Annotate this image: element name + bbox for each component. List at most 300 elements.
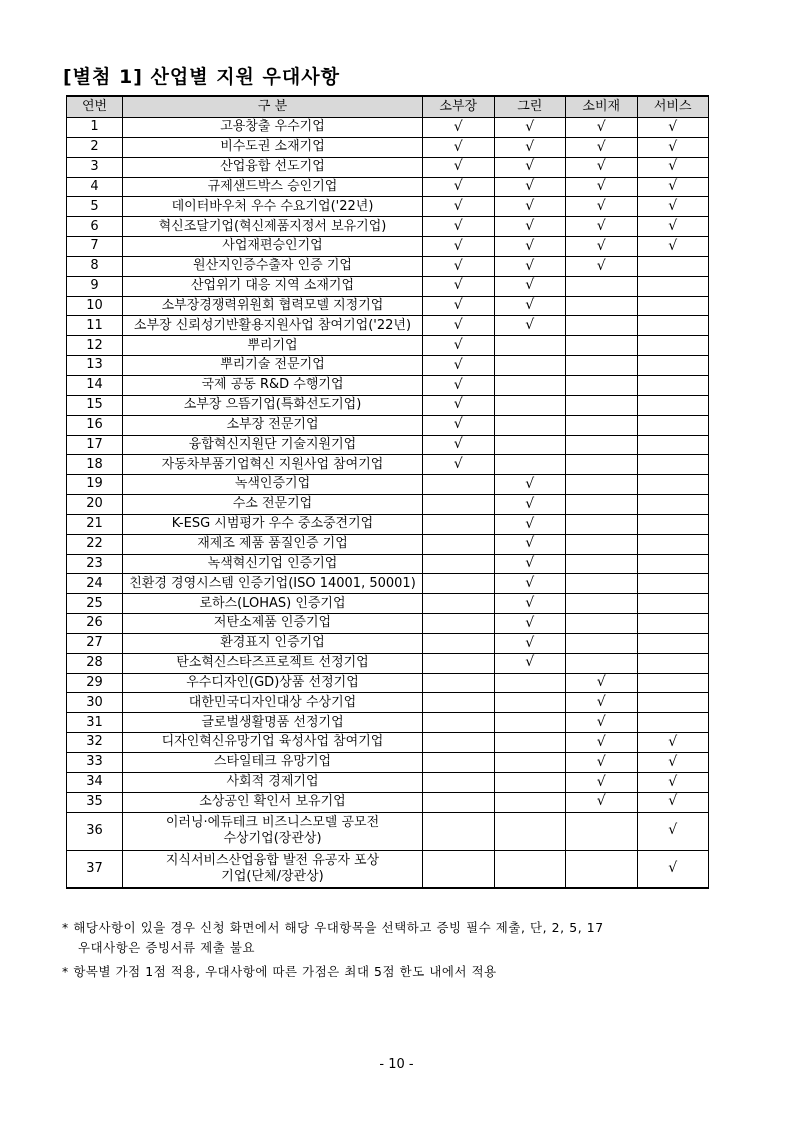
check-cell-2	[494, 256, 566, 276]
check-cell-1	[423, 157, 495, 177]
check-icon: √	[596, 773, 606, 790]
check-cell-2	[494, 237, 566, 257]
check-cell-4	[637, 455, 709, 475]
check-icon: √	[668, 753, 678, 770]
row-name: 수소 전문기업	[123, 495, 423, 515]
check-cell-1	[423, 614, 495, 634]
check-cell-1	[423, 594, 495, 614]
check-icon: √	[525, 535, 535, 552]
row-name: 원산지인증수출자 인증 기업	[123, 256, 423, 276]
row-number: 18	[67, 455, 123, 475]
footnote-1	[62, 918, 712, 958]
check-cell-3	[566, 296, 638, 316]
row-name: 친환경 경영시스템 인증기업(ISO 14001, 50001)	[123, 574, 423, 594]
row-number: 27	[67, 633, 123, 653]
row-name	[123, 812, 423, 850]
check-icon: √	[453, 237, 463, 254]
row-number: 9	[67, 276, 123, 296]
check-cell-3	[566, 772, 638, 792]
row-number: 22	[67, 534, 123, 554]
check-cell-2	[494, 495, 566, 515]
check-cell-2	[494, 217, 566, 237]
table-row	[67, 217, 709, 237]
check-icon: √	[525, 634, 535, 651]
row-name: 우수디자인(GD)상품 선정기업	[123, 673, 423, 693]
check-cell-3	[566, 693, 638, 713]
row-name: 소부장 으뜸기업(특화선도기업)	[123, 395, 423, 415]
check-cell-1	[423, 495, 495, 515]
table-row	[67, 316, 709, 336]
table-row	[67, 653, 709, 673]
row-name	[123, 850, 423, 888]
check-cell-2	[494, 375, 566, 395]
check-cell-2	[494, 653, 566, 673]
check-cell-4	[637, 217, 709, 237]
check-icon: √	[668, 237, 678, 254]
check-icon: √	[525, 594, 535, 611]
check-cell-1	[423, 316, 495, 336]
check-cell-4	[637, 118, 709, 138]
check-cell-1	[423, 554, 495, 574]
check-icon: √	[596, 733, 606, 750]
row-number: 19	[67, 475, 123, 495]
row-name: K-ESG 시범평가 우수 중소중견기업	[123, 514, 423, 534]
row-name: 녹색인증기업	[123, 475, 423, 495]
row-name-line-1: 지식서비스산업융합 발전 유공자 포상	[165, 852, 380, 868]
check-cell-4	[637, 197, 709, 217]
check-cell-3	[566, 415, 638, 435]
check-cell-1	[423, 395, 495, 415]
check-cell-4	[637, 296, 709, 316]
check-icon: √	[596, 753, 606, 770]
check-cell-3	[566, 336, 638, 356]
check-icon: √	[453, 317, 463, 334]
check-cell-3	[566, 792, 638, 812]
check-cell-2	[494, 435, 566, 455]
check-cell-2	[494, 713, 566, 733]
table-row	[67, 534, 709, 554]
check-icon: √	[596, 118, 606, 135]
row-number: 36	[67, 812, 123, 850]
table-row	[67, 197, 709, 217]
row-name: 융합혁신지원단 기술지원기업	[123, 435, 423, 455]
check-cell-3	[566, 534, 638, 554]
check-icon: √	[668, 118, 678, 135]
check-cell-3	[566, 316, 638, 336]
table-row	[67, 375, 709, 395]
check-cell-4	[637, 276, 709, 296]
check-cell-4	[637, 237, 709, 257]
check-cell-2	[494, 594, 566, 614]
check-icon: √	[525, 158, 535, 175]
check-cell-2	[494, 276, 566, 296]
check-cell-1	[423, 237, 495, 257]
table-row	[67, 850, 709, 888]
check-cell-1	[423, 455, 495, 475]
check-icon: √	[525, 198, 535, 215]
page-title: [별첨 1] 산업별 지원 우대사항	[63, 66, 340, 88]
check-cell-2	[494, 554, 566, 574]
check-icon: √	[525, 217, 535, 234]
check-cell-3	[566, 395, 638, 415]
check-cell-3	[566, 753, 638, 773]
check-icon: √	[596, 178, 606, 195]
row-name: 산업위기 대응 지역 소재기업	[123, 276, 423, 296]
row-name: 글로벌생활명품 선정기업	[123, 713, 423, 733]
header-c2: 그린	[494, 96, 566, 118]
check-cell-1	[423, 177, 495, 197]
check-icon: √	[453, 158, 463, 175]
check-cell-3	[566, 118, 638, 138]
check-cell-3	[566, 514, 638, 534]
check-cell-4	[637, 693, 709, 713]
check-cell-3	[566, 197, 638, 217]
check-icon: √	[453, 178, 463, 195]
check-icon: √	[453, 336, 463, 353]
check-cell-1	[423, 256, 495, 276]
check-cell-4	[637, 356, 709, 376]
row-number: 15	[67, 395, 123, 415]
check-cell-1	[423, 812, 495, 850]
check-cell-4	[637, 633, 709, 653]
check-icon: √	[453, 436, 463, 453]
check-icon: √	[668, 773, 678, 790]
check-icon: √	[596, 257, 606, 274]
table-row	[67, 137, 709, 157]
check-icon: √	[453, 118, 463, 135]
row-number: 25	[67, 594, 123, 614]
check-cell-2	[494, 534, 566, 554]
row-number: 11	[67, 316, 123, 336]
table-row	[67, 256, 709, 276]
check-cell-4	[637, 792, 709, 812]
row-name: 디자인혁신유망기업 육성사업 참여기업	[123, 733, 423, 753]
table-row	[67, 574, 709, 594]
check-icon: √	[596, 793, 606, 810]
check-cell-4	[637, 495, 709, 515]
check-icon: √	[525, 555, 535, 572]
check-cell-3	[566, 733, 638, 753]
check-icon: √	[596, 198, 606, 215]
check-cell-2	[494, 850, 566, 888]
table-row	[67, 753, 709, 773]
check-cell-4	[637, 514, 709, 534]
check-cell-4	[637, 137, 709, 157]
check-cell-2	[494, 753, 566, 773]
check-cell-1	[423, 574, 495, 594]
check-cell-3	[566, 812, 638, 850]
check-cell-1	[423, 435, 495, 455]
check-cell-2	[494, 316, 566, 336]
check-cell-3	[566, 137, 638, 157]
check-cell-4	[637, 534, 709, 554]
check-cell-1	[423, 733, 495, 753]
check-icon: √	[525, 297, 535, 314]
table-row	[67, 415, 709, 435]
check-icon: √	[596, 158, 606, 175]
check-icon: √	[453, 198, 463, 215]
check-icon: √	[453, 257, 463, 274]
row-number: 7	[67, 237, 123, 257]
check-icon: √	[668, 198, 678, 215]
row-number: 4	[67, 177, 123, 197]
table-row	[67, 435, 709, 455]
check-cell-1	[423, 336, 495, 356]
table-row	[67, 614, 709, 634]
check-cell-4	[637, 395, 709, 415]
check-cell-1	[423, 217, 495, 237]
row-number: 29	[67, 673, 123, 693]
check-cell-3	[566, 673, 638, 693]
check-cell-3	[566, 554, 638, 574]
check-cell-3	[566, 633, 638, 653]
check-cell-2	[494, 633, 566, 653]
table-row	[67, 296, 709, 316]
row-number: 13	[67, 356, 123, 376]
row-name: 뿌리기술 전문기업	[123, 356, 423, 376]
check-cell-4	[637, 157, 709, 177]
row-name: 소상공인 확인서 보유기업	[123, 792, 423, 812]
row-number: 5	[67, 197, 123, 217]
header-name: 구 분	[123, 96, 423, 118]
row-number: 1	[67, 118, 123, 138]
check-cell-1	[423, 850, 495, 888]
table-row	[67, 118, 709, 138]
check-cell-3	[566, 850, 638, 888]
check-icon: √	[668, 178, 678, 195]
footnote-1-line-1: * 해당사항이 있을 경우 신청 화면에서 해당 우대항목을 선택하고 증빙 필수 제출, 단, 2, 5, 17	[62, 920, 604, 935]
check-cell-2	[494, 733, 566, 753]
check-cell-1	[423, 653, 495, 673]
row-number: 16	[67, 415, 123, 435]
row-name: 혁신조달기업(혁신제품지정서 보유기업)	[123, 217, 423, 237]
row-name: 자동차부품기업혁신 지원사업 참여기업	[123, 455, 423, 475]
check-cell-2	[494, 673, 566, 693]
check-cell-4	[637, 435, 709, 455]
row-number: 6	[67, 217, 123, 237]
check-cell-3	[566, 157, 638, 177]
check-cell-2	[494, 574, 566, 594]
row-name: 녹색혁신기업 인증기업	[123, 554, 423, 574]
check-cell-1	[423, 475, 495, 495]
check-icon: √	[525, 237, 535, 254]
row-name: 국제 공동 R&D 수행기업	[123, 375, 423, 395]
row-name: 규제샌드박스 승인기업	[123, 177, 423, 197]
check-cell-1	[423, 356, 495, 376]
footnotes	[62, 918, 712, 986]
table-row	[67, 594, 709, 614]
check-cell-3	[566, 713, 638, 733]
row-name: 환경표지 인증기업	[123, 633, 423, 653]
check-cell-1	[423, 633, 495, 653]
check-icon: √	[453, 356, 463, 373]
check-icon: √	[525, 317, 535, 334]
check-cell-2	[494, 336, 566, 356]
check-cell-1	[423, 415, 495, 435]
check-icon: √	[596, 217, 606, 234]
check-cell-2	[494, 157, 566, 177]
check-cell-3	[566, 455, 638, 475]
check-cell-1	[423, 137, 495, 157]
check-cell-1	[423, 713, 495, 733]
table-row	[67, 276, 709, 296]
row-number: 8	[67, 256, 123, 276]
table-row	[67, 336, 709, 356]
row-number: 17	[67, 435, 123, 455]
check-cell-4	[637, 850, 709, 888]
check-icon: √	[525, 118, 535, 135]
table-row	[67, 633, 709, 653]
check-icon: √	[668, 822, 678, 839]
check-cell-1	[423, 673, 495, 693]
check-cell-2	[494, 118, 566, 138]
check-cell-4	[637, 594, 709, 614]
table-row	[67, 554, 709, 574]
check-cell-2	[494, 693, 566, 713]
check-icon: √	[525, 495, 535, 512]
check-icon: √	[453, 416, 463, 433]
header-no: 연번	[67, 96, 123, 118]
check-cell-2	[494, 475, 566, 495]
footnote-2: * 항목별 가점 1점 적용, 우대사항에 따른 가점은 최대 5점 한도 내에서 적용	[62, 964, 497, 979]
check-icon: √	[525, 475, 535, 492]
check-cell-1	[423, 276, 495, 296]
row-name: 재제조 제품 품질인증 기업	[123, 534, 423, 554]
row-number: 32	[67, 733, 123, 753]
check-cell-4	[637, 753, 709, 773]
row-name: 대한민국디자인대상 수상기업	[123, 693, 423, 713]
check-cell-4	[637, 614, 709, 634]
check-icon: √	[668, 733, 678, 750]
row-number: 12	[67, 336, 123, 356]
check-cell-2	[494, 455, 566, 475]
check-cell-4	[637, 177, 709, 197]
table-row	[67, 673, 709, 693]
check-cell-2	[494, 197, 566, 217]
check-icon: √	[453, 396, 463, 413]
check-cell-4	[637, 673, 709, 693]
header-c1: 소부장	[423, 96, 495, 118]
row-name: 소부장경쟁력위원회 협력모델 지정기업	[123, 296, 423, 316]
check-cell-4	[637, 812, 709, 850]
check-cell-4	[637, 415, 709, 435]
check-cell-1	[423, 296, 495, 316]
check-icon: √	[668, 860, 678, 877]
check-cell-4	[637, 256, 709, 276]
row-number: 35	[67, 792, 123, 812]
check-cell-3	[566, 375, 638, 395]
check-cell-2	[494, 792, 566, 812]
check-icon: √	[525, 277, 535, 294]
table-row	[67, 157, 709, 177]
check-cell-3	[566, 177, 638, 197]
check-icon: √	[596, 138, 606, 155]
check-icon: √	[453, 376, 463, 393]
page-number: - 10 -	[379, 1057, 414, 1072]
header-c3: 소비재	[566, 96, 638, 118]
check-cell-4	[637, 554, 709, 574]
check-icon: √	[525, 654, 535, 671]
table-row	[67, 812, 709, 850]
table-row	[67, 356, 709, 376]
table-row	[67, 495, 709, 515]
row-number: 21	[67, 514, 123, 534]
row-name: 산업융합 선도기업	[123, 157, 423, 177]
row-name-line-1: 이러닝·에듀테크 비즈니스모델 공모전	[165, 814, 380, 830]
row-name: 뿌리기업	[123, 336, 423, 356]
table-row	[67, 177, 709, 197]
check-icon: √	[453, 297, 463, 314]
check-cell-3	[566, 217, 638, 237]
check-cell-1	[423, 693, 495, 713]
check-cell-1	[423, 514, 495, 534]
row-number: 20	[67, 495, 123, 515]
check-cell-1	[423, 118, 495, 138]
row-name: 로하스(LOHAS) 인증기업	[123, 594, 423, 614]
check-cell-4	[637, 772, 709, 792]
row-number: 23	[67, 554, 123, 574]
check-icon: √	[453, 217, 463, 234]
table-row	[67, 772, 709, 792]
check-cell-1	[423, 534, 495, 554]
check-cell-3	[566, 256, 638, 276]
row-name: 고용창출 우수기업	[123, 118, 423, 138]
check-cell-2	[494, 395, 566, 415]
row-number: 31	[67, 713, 123, 733]
check-cell-4	[637, 336, 709, 356]
table-row	[67, 792, 709, 812]
check-cell-4	[637, 316, 709, 336]
check-cell-2	[494, 514, 566, 534]
check-icon: √	[668, 793, 678, 810]
check-icon: √	[453, 456, 463, 473]
check-cell-3	[566, 574, 638, 594]
row-name: 데이터바우처 우수 수요기업('22년)	[123, 197, 423, 217]
check-cell-3	[566, 495, 638, 515]
check-icon: √	[525, 515, 535, 532]
check-cell-2	[494, 772, 566, 792]
check-cell-1	[423, 772, 495, 792]
check-cell-2	[494, 296, 566, 316]
footnote-1-line-2: 우대사항은 증빙서류 제출 불요	[78, 940, 256, 955]
check-icon: √	[525, 138, 535, 155]
check-icon: √	[453, 277, 463, 294]
check-cell-3	[566, 237, 638, 257]
row-name: 탄소혁신스타즈프로젝트 선정기업	[123, 653, 423, 673]
header-c4: 서비스	[637, 96, 709, 118]
check-icon: √	[453, 138, 463, 155]
check-cell-4	[637, 574, 709, 594]
check-cell-4	[637, 713, 709, 733]
check-cell-2	[494, 812, 566, 850]
check-icon: √	[596, 237, 606, 254]
table-row	[67, 237, 709, 257]
row-number: 30	[67, 693, 123, 713]
check-icon: √	[596, 694, 606, 711]
check-cell-1	[423, 753, 495, 773]
check-cell-3	[566, 435, 638, 455]
check-cell-3	[566, 475, 638, 495]
row-name: 비수도권 소재기업	[123, 137, 423, 157]
row-name-line-2: 기업(단체/장관상)	[221, 868, 324, 884]
row-number: 2	[67, 137, 123, 157]
table-row	[67, 475, 709, 495]
check-icon: √	[525, 178, 535, 195]
check-cell-4	[637, 653, 709, 673]
row-name: 사업재편승인기업	[123, 237, 423, 257]
check-cell-4	[637, 475, 709, 495]
check-cell-1	[423, 375, 495, 395]
